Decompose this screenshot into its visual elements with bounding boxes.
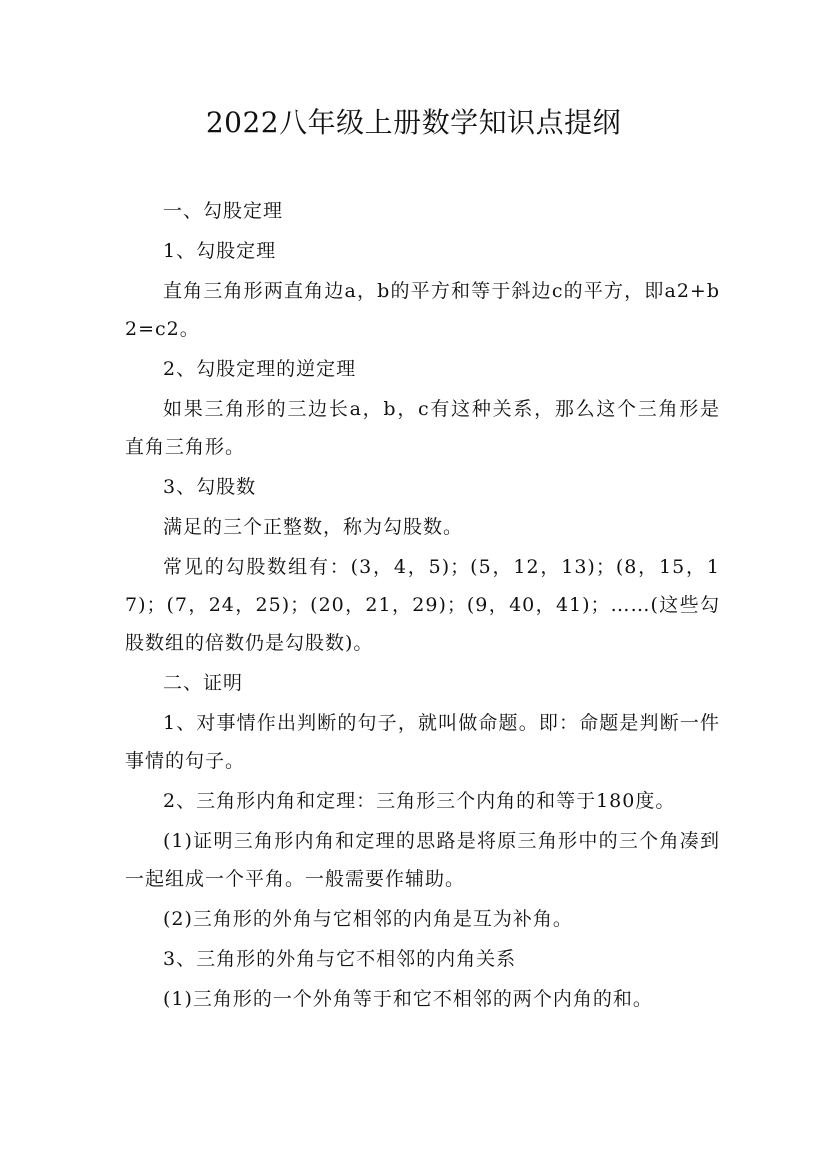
paragraph-pythagorean-definition: 直角三角形两直角边a，b的平方和等于斜边c的平方，即a2+b2=c2。 [125,280,720,340]
subheading-converse-theorem: 2、勾股定理的逆定理 [163,358,357,380]
subheading-pythagorean-triples: 3、勾股数 [163,476,257,498]
subheading-pythagorean-theorem: 1、勾股定理 [163,240,277,262]
subheading-exterior-angle-relation: 3、三角形的外角与它不相邻的内角关系 [163,948,517,970]
paragraph-exterior-adjacent: (2)三角形的外角与它相邻的内角是互为补角。 [163,908,573,930]
paragraph-converse-definition: 如果三角形的三边长a，b，c有这种关系，那么这个三角形是直角三角形。 [125,398,720,458]
paragraph-angle-sum-proof-idea: (1)证明三角形内角和定理的思路是将原三角形中的三个角凑到一起组成一个平角。一般需要作辅助。 [125,830,720,890]
paragraph-triples-definition: 满足的三个正整数，称为勾股数。 [163,516,464,538]
document-title: 2022八年级上册数学知识点提纲 [205,106,622,139]
paragraph-angle-sum-theorem: 2、三角形内角和定理：三角形三个内角的和等于180度。 [163,790,676,812]
paragraph-proposition: 1、对事情作出判断的句子，就叫做命题。即：命题是判断一件事情的句子。 [125,712,720,772]
paragraph-exterior-angle-sum: (1)三角形的一个外角等于和它不相邻的两个内角的和。 [163,988,653,1010]
paragraph-common-triples: 常见的勾股数组有：(3，4，5)；(5，12，13)；(8，15，17)；(7，24，25)；(20，21，29)；(9，40，41)；……(这些勾股数组的倍数仍是勾股数)。 [125,556,720,654]
section-heading-proof: 二、证明 [163,672,244,694]
section-heading-pythagorean: 一、勾股定理 [163,200,284,222]
document-body [125,192,720,1020]
